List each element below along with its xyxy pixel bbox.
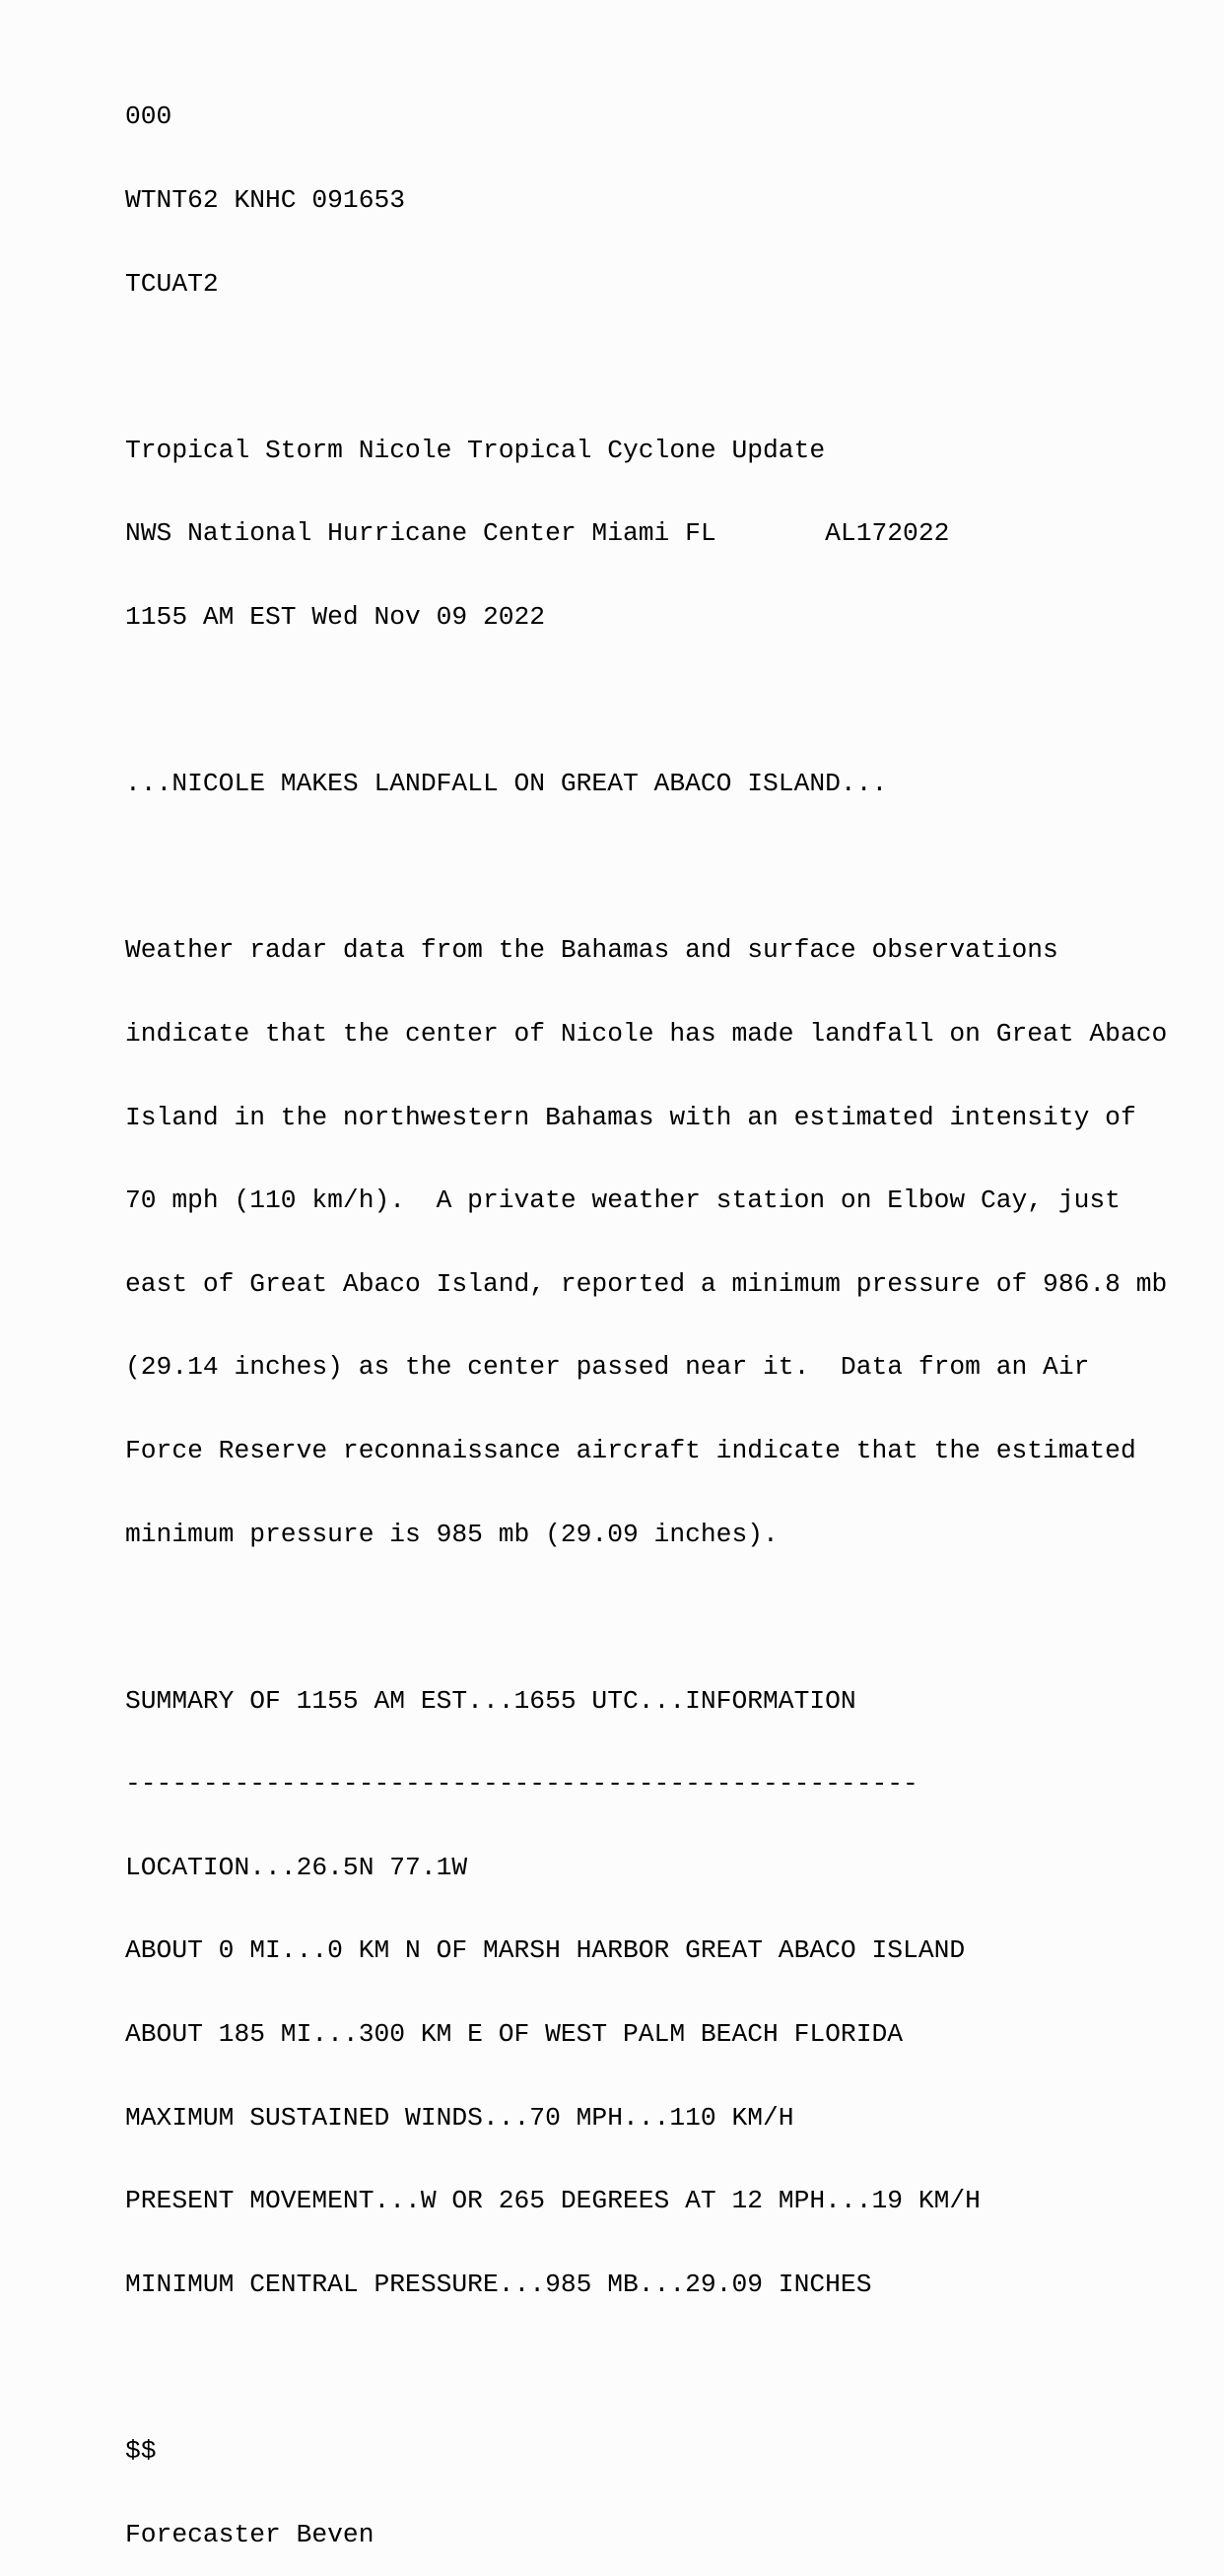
summary-heading: SUMMARY OF 1155 AM EST...1655 UTC...INFORMATION [125, 1685, 856, 1716]
bulletin-title: Tropical Storm Nicole Tropical Cyclone Update [125, 435, 826, 465]
discussion-line: Island in the northwestern Bahamas with an estimated intensity of [125, 1102, 1136, 1132]
blank-line [125, 2353, 1167, 2381]
blank-line [125, 1603, 1167, 1631]
awips-id-line: TCUAT2 [125, 268, 219, 299]
summary-distance-1: ABOUT 0 MI...0 KM N OF MARSH HARBOR GREAT ABACO ISLAND [125, 1935, 966, 1966]
summary-movement: PRESENT MOVEMENT...W OR 265 DEGREES AT 12 MPH...19 KM/H [125, 2186, 981, 2216]
wmo-header-line: WTNT62 KNHC 091653 [125, 185, 406, 215]
forecaster-signature: Forecaster Beven [125, 2519, 374, 2549]
discussion-line: 70 mph (110 km/h). A private weather station on Elbow Cay, just [125, 1186, 1121, 1216]
bulletin-text [125, 47, 1167, 2576]
discussion-line: east of Great Abaco Island, reported a minimum pressure of 986.8 mb [125, 1268, 1168, 1299]
blank-line [125, 353, 1167, 380]
end-of-product-marker: $$ [125, 2436, 157, 2467]
blank-line [125, 853, 1167, 881]
discussion-line: indicate that the center of Nicole has made landfall on Great Abaco [125, 1018, 1168, 1049]
discussion-line: (29.14 inches) as the center passed near it. Data from an Air [125, 1352, 1090, 1383]
summary-rule: --------------------------------------------------- [125, 1769, 918, 1799]
discussion-line: Force Reserve reconnaissance aircraft indicate that the estimated [125, 1435, 1136, 1465]
issuing-office: NWS National Hurricane Center Miami FL AL172022 [125, 518, 950, 549]
headline: ...NICOLE MAKES LANDFALL ON GREAT ABACO ISLAND... [125, 769, 888, 799]
summary-pressure: MINIMUM CENTRAL PRESSURE...985 MB...29.09 INCHES [125, 2269, 872, 2299]
summary-distance-2: ABOUT 185 MI...300 KM E OF WEST PALM BEACH FLORIDA [125, 2019, 904, 2050]
summary-location: LOCATION...26.5N 77.1W [125, 1852, 468, 1882]
issue-time: 1155 AM EST Wed Nov 09 2022 [125, 601, 546, 632]
discussion-line: minimum pressure is 985 mb (29.09 inches). [125, 1519, 779, 1549]
product-header-line: 000 [125, 102, 172, 132]
summary-max-winds: MAXIMUM SUSTAINED WINDS...70 MPH...110 KM/H [125, 2102, 794, 2133]
discussion-line: Weather radar data from the Bahamas and surface observations [125, 935, 1058, 966]
blank-line [125, 687, 1167, 714]
